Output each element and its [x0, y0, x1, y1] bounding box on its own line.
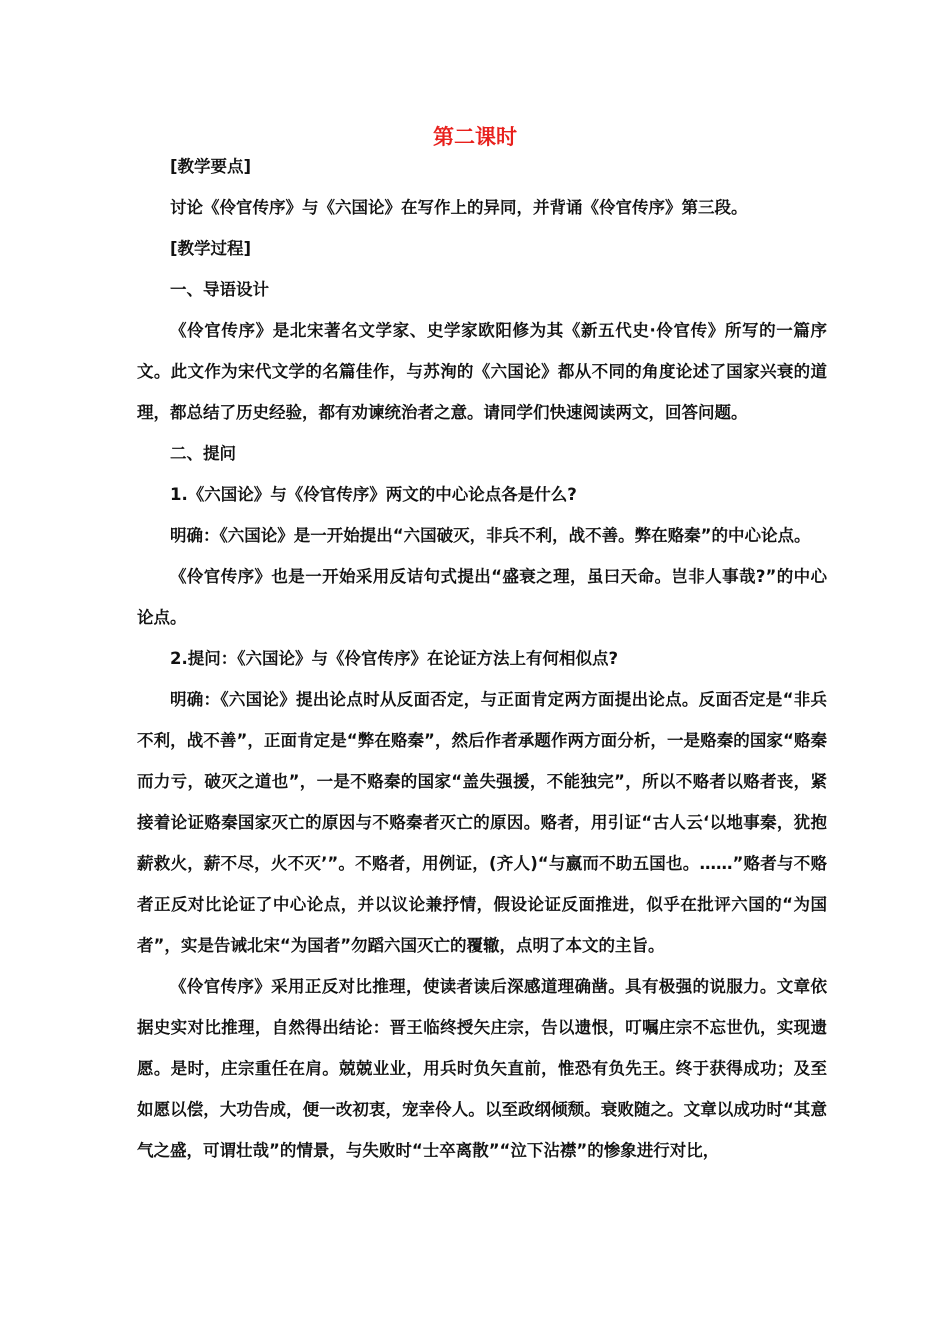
page-title: 第二课时 [433, 125, 517, 149]
answer-1-part-2: 《伶官传序》也是一开始采用反诘句式提出“盛衰之理，虽曰天命。岂非人事哉?”的中心论点。 [137, 567, 827, 627]
document-body [137, 146, 827, 1171]
answer-2-part-1: 明确：《六国论》提出论点时从反面否定，与正面肯定两方面提出论点。反面否定是“非兵不利，战不善”，正面肯定是“弊在赂秦”，然后作者承题作两方面分析，一是赂秦的国家“赂秦而力亏，破灭之道也”，一是不赂秦的国家“盖失强援，不能独完”，所以不赂者以赂者丧，紧接着论证赂秦国家灭亡的原因与不赂秦者灭亡的原因。赂者，用引证“古人云‘以地事秦，犹抱薪救火，薪不尽，火不灭’”。不赂者，用例证，(齐人)“与嬴而不助五国也。……”赂者与不赂者正反对比论证了中心论点，并以议论兼抒情，假设论证反面推进，似乎在批评六国的“为国者”，实是告诫北宋“为国者”勿蹈六国灭亡的覆辙，点明了本文的主旨。 [137, 690, 827, 955]
answer-2-part-2: 《伶官传序》采用正反对比推理，使读者读后深感道理确凿。具有极强的说服力。文章依据史实对比推理，自然得出结论：晋王临终授矢庄宗，告以遗恨，叮嘱庄宗不忘世仇，实现遗愿。是时，庄宗重任在肩。兢兢业业，用兵时负矢直前，惟恐有负先王。终于获得成功；及至如愿以偿，大功告成，便一改初衷，宠幸伶人。以至政纲倾颓。衰败随之。文章以成功时“其意气之盛，可谓壮哉”的情景，与失败时“士卒离散”“泣下沾襟”的惨象进行对比， [137, 977, 827, 1160]
subheading-questions: 二、提问 [170, 444, 236, 463]
question-1: 1.《六国论》与《伶官传序》两文的中心论点各是什么? [170, 485, 577, 504]
subheading-introduction: 一、导语设计 [170, 280, 269, 299]
answer-1-part-1: 明确：《六国论》是一开始提出“六国破灭，非兵不利，战不善。弊在赂秦”的中心论点。 [170, 526, 811, 545]
teaching-points-text: 讨论《伶官传序》与《六国论》在写作上的异同，并背诵《伶官传序》第三段。 [170, 198, 748, 217]
question-2: 2.提问：《六国论》与《伶官传序》在论证方法上有何相似点? [170, 649, 619, 668]
section-heading-teaching-process: [教学过程] [170, 239, 252, 258]
introduction-paragraph: 《伶官传序》是北宋著名文学家、史学家欧阳修为其《新五代史·伶官传》所写的一篇序文。此文作为宋代文学的名篇佳作，与苏洵的《六国论》都从不同的角度论述了国家兴衰的道理，都总结了历史经验，都有劝谏统治者之意。请同学们快速阅读两文，回答问题。 [137, 321, 827, 422]
section-heading-teaching-points: [教学要点] [170, 157, 252, 176]
